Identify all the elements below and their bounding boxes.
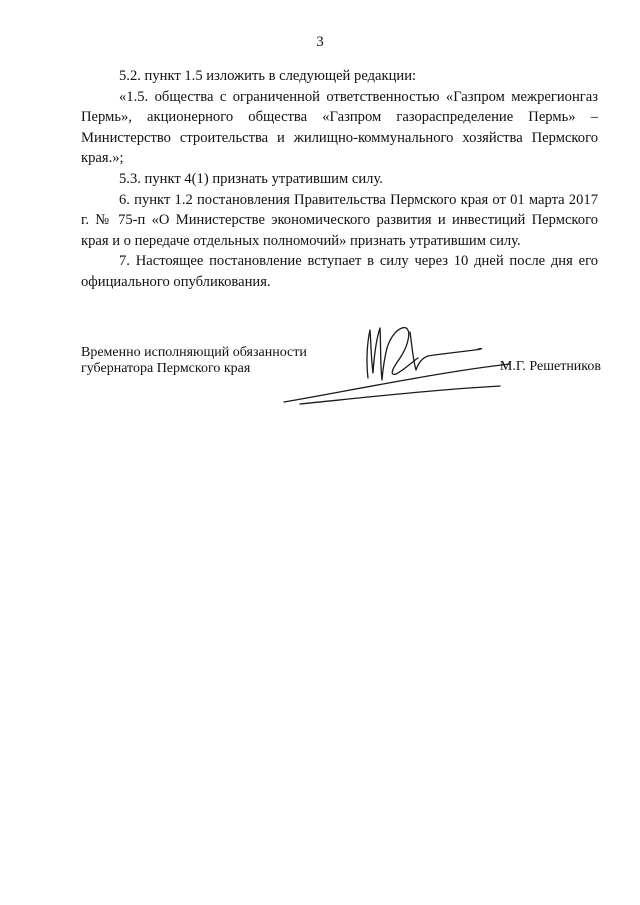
- paragraph-6: 6. пункт 1.2 постановления Правительства Пермского края от 01 марта 2017 г. № 75-п «О Министерстве экономического развития и инвестиций Пермского края и о передаче отдельных полномочий» признать утратившим силу.: [81, 191, 598, 249]
- signer-position-line-2: губернатора Пермского края: [81, 361, 251, 376]
- signer-position-line-1: Временно исполняющий обязанности: [81, 345, 307, 360]
- paragraph-7: 7. Настоящее постановление вступает в силу через 10 дней после дня его официального опубликования.: [81, 253, 598, 290]
- document-body: [81, 66, 598, 293]
- page-number: 3: [316, 34, 324, 50]
- signature-block: [81, 345, 601, 415]
- paragraph-5-2: 5.2. пункт 1.5 изложить в следующей редакции:: [119, 68, 417, 84]
- paragraph-5-3: 5.3. пункт 4(1) признать утратившим силу.: [119, 170, 383, 187]
- signer-name: М.Г. Решетников: [499, 359, 601, 374]
- paragraph-1-5-text: «1.5. общества с ограниченной ответственностью «Газпром межрегионгаз Пермь», акционерного общества «Газпром газораспределение Пермь» – Министерство строительства и жилищно-коммунального хозяйства Пермского края.»;: [81, 88, 598, 167]
- signer-position: [81, 345, 307, 377]
